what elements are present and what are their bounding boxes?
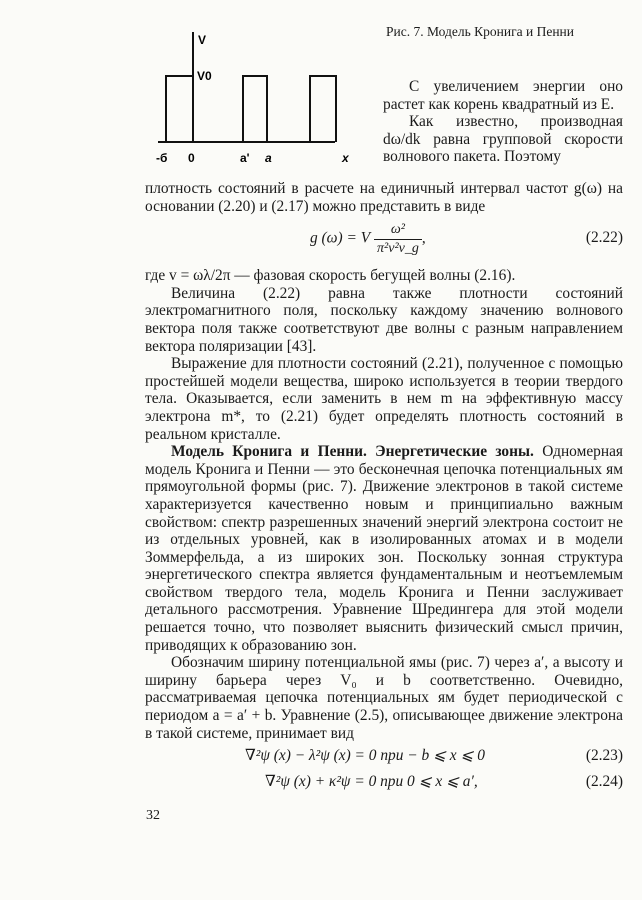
equation-2-24: ∇²ψ (x) + κ²ψ = 0 при 0 ⩽ x ⩽ a′,	[265, 773, 478, 791]
paragraph-group-velocity: Как известно, производная dω/dk равна групповой скорости волнового пакета. Поэтому	[383, 113, 623, 166]
barrier-right	[310, 76, 336, 142]
eq-2-22-tail: ,	[421, 229, 426, 247]
equation-2-24-number: (2.24)	[585, 773, 623, 791]
section-heading-kronig-penney: Модель Кронига и Пенни. Энергетические зоны.	[171, 443, 534, 461]
equation-2-22	[310, 221, 426, 257]
wrap-text-column	[383, 78, 623, 166]
kronig-penney-figure	[140, 22, 372, 172]
eq-2-22-numerator: ω²	[374, 221, 422, 240]
eq-2-22-fraction	[374, 221, 422, 257]
equation-2-23-row	[145, 742, 623, 770]
a-label: a	[265, 151, 272, 165]
paragraph-denote-well: Обозначим ширину потенциальной ямы (рис. 7) через a′, а высоту и ширину барьера через V₀ и b соответственно. Очевидно, рассматриваемая цепочка потенциальных ям будет периодической с периодом a = a′ + b. Уравнение (2.5), описывающее движение электрона в такой системе, принимает вид	[145, 654, 623, 742]
a-prime-label: a'	[240, 151, 250, 165]
paragraph-density-continue: плотность состояний в расчете на единичный интервал частот g(ω) на основании (2.20) и (2.17) можно представить в виде	[145, 180, 623, 215]
equation-2-23: ∇²ψ (x) − λ²ψ (x) = 0 при − b ⩽ x ⩽ 0	[245, 747, 485, 765]
equation-2-22-row	[145, 215, 623, 265]
paragraph-energy-growth: С увеличением энергии оно растет как корень квадратный из E.	[383, 78, 623, 113]
page-number: 32	[146, 808, 160, 823]
equation-2-24-row	[145, 770, 623, 796]
x-label: x	[342, 151, 349, 165]
minus-b-label: -б	[156, 151, 168, 165]
paragraph-kronig-penney-body: Одномерная модель Кронига и Пенни — это бесконечная цепочка потенциальных ям прямоугольной формы (рис. 7). Движение электронов в такой системе характеризуется качественно новым и принципиально важным свойством: спектр разрешенных значений энергий электрона состоит не из отдельных уровней, как в изолированных атомах и в модели Зоммерфельда, а из широких зон. Поскольку зонная структура энергетического спектра является фундаментальным и неотъемлемым свойством твердого тела, модель Кронига и Пенни заслуживает детального рассмотрения. Уравнение Шредингера для этой модели решается точно, что позволяет выяснить физический смысл причин, приводящих к образованию зон.	[145, 443, 623, 654]
v0-label: V0	[197, 69, 212, 83]
equation-2-23-number: (2.23)	[585, 747, 623, 765]
v-axis-label: V	[198, 33, 207, 47]
paragraph-kronig-penney	[145, 443, 623, 654]
eq-2-22-lhs: g (ω) = V	[310, 229, 371, 247]
figure-caption: Рис. 7. Модель Кронига и Пенни	[386, 24, 575, 39]
barrier-left	[166, 76, 193, 142]
paragraph-phase-velocity: где v = ωλ/2π — фазовая скорость бегущей волны (2.16).	[145, 267, 516, 285]
paragraph-em-field: Величина (2.22) равна также плотности состояний электромагнитного поля, поскольку каждому значению волнового вектора поля также соответствуют две волны с разным направлением вектора поляризации [43].	[145, 284, 623, 355]
barrier-middle	[243, 76, 267, 142]
paragraph-expression: Выражение для плотности состояний (2.21), полученное с помощью простейшей модели вещества, широко используется в теории твердого тела. Оказывается, если заменить в нем m на эффективную массу электрона m*, то (2.21) будет определять плотность состояний в реальном кристалле.	[145, 355, 623, 443]
eq-2-22-denominator: π²v²v_g	[377, 240, 419, 256]
zero-label: 0	[188, 151, 195, 165]
equation-2-22-number: (2.22)	[585, 229, 623, 247]
main-text	[145, 180, 623, 796]
